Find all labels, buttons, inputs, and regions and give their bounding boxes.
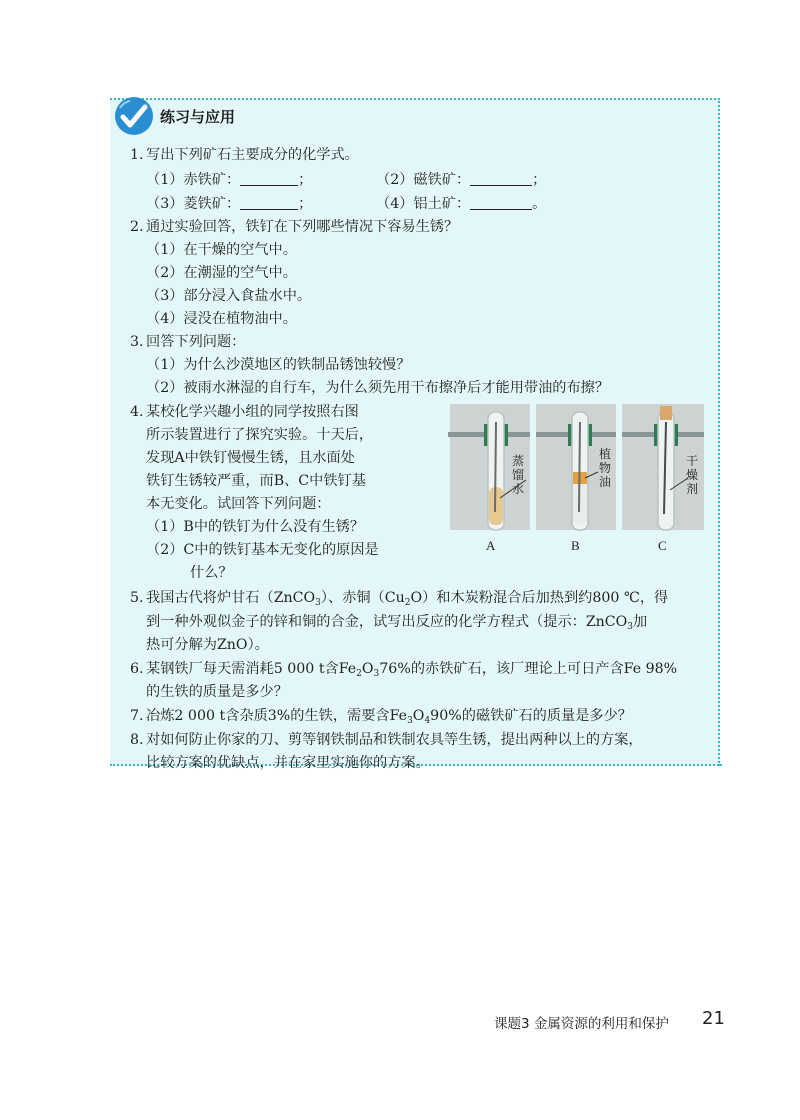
- q4-line-5: 本无变化。试回答下列问题：: [146, 496, 331, 512]
- question-6: 6. 某钢铁厂每天需消耗5 000 t含$Fe_2O_376\%$的赤铁矿石，该厂理论上可日产含Fe 98%: [130, 661, 678, 679]
- figure-label-b: B: [571, 538, 580, 553]
- q2-item-3: （3）部分浸入食盐水中。: [146, 288, 312, 304]
- q1-item-1: （1）赤铁矿： ；: [146, 172, 313, 188]
- answer-blank[interactable]: [470, 171, 532, 186]
- question-8: 8. 对如何防止你家的刀、剪等钢铁制品和铁制农具等生锈，提出两种以上的方案，: [130, 732, 643, 748]
- q6-line-2: 的生铁的质量是多少？: [146, 684, 288, 700]
- test-tube-figure: [448, 402, 708, 552]
- q4-line-2: 所示装置进行了探究实验。十天后，: [146, 427, 374, 443]
- answer-blank[interactable]: [470, 195, 532, 210]
- answer-blank[interactable]: [240, 195, 298, 210]
- q4-line-3: 发现A中铁钉慢慢生锈，且水面处: [146, 450, 355, 466]
- q5-line-3: 热可分解为ZnO）。: [146, 637, 269, 653]
- chapter-title: 课题3 金属资源的利用和保护: [494, 1016, 669, 1032]
- q5-line-2: 到一种外观似金子的锌和铜的合金，试写出反应的化学方程式（提示：ZnCO$_3$加: [146, 614, 648, 632]
- q4-item-2: （2）C中的铁钉基本无变化的原因是: [146, 542, 379, 558]
- page-number: 21: [702, 1008, 725, 1029]
- question-7: 7. 冶炼2 000 t含杂质3%的生铁，需要含$Fe_3O_490\%$的磁铁矿石的质量是多少？: [130, 708, 632, 726]
- question-1: 1. 写出下列矿石主要成分的化学式。: [130, 147, 359, 163]
- figure-label-c: C: [658, 538, 667, 553]
- q2-item-2: （2）在潮湿的空气中。: [146, 265, 297, 281]
- q2-item-4: （4）浸没在植物油中。: [146, 311, 297, 327]
- question-2: 2. 通过实验回答，铁钉在下列哪些情况下容易生锈？: [130, 219, 459, 235]
- oil-callout: 植物油: [599, 447, 612, 489]
- q2-item-1: （1）在干燥的空气中。: [146, 242, 297, 258]
- q3-item-2: （2）被雨水淋湿的自行车，为什么须先用干布擦净后才能用带油的布擦？: [146, 380, 610, 396]
- q4-line-4: 铁钉生锈较严重，而B、C中铁钉基: [146, 473, 366, 489]
- pencil-check-icon: [114, 96, 154, 136]
- water-callout: 蒸馏水: [512, 454, 525, 496]
- q8-line-2: 比较方案的优缺点，并在家里实施你的方案。: [146, 755, 430, 771]
- q1-item-4: （4）铝土矿： 。: [376, 196, 547, 212]
- q4-item-1: （1）B中的铁钉为什么没有生锈？: [146, 519, 365, 535]
- q1-item-3: （3）菱铁矿： ；: [146, 196, 313, 212]
- answer-blank[interactable]: [240, 171, 298, 186]
- question-5: 5. 我国古代将炉甘石（ZnCO$_3$）、赤铜$(Cu_2O)$和木炭粉混合后加热到约800 ℃，得: [130, 590, 669, 608]
- question-3: 3. 回答下列问题：: [130, 334, 246, 350]
- desiccant-callout: 干燥剂: [686, 454, 699, 496]
- q3-item-1: （1）为什么沙漠地区的铁制品锈蚀较慢？: [146, 357, 411, 373]
- section-title: 练习与应用: [160, 108, 236, 126]
- figure-label-a: A: [486, 538, 496, 553]
- q1-item-2: （2）磁铁矿： ；: [376, 172, 547, 188]
- q4-item-2-cont: 什么？: [190, 565, 233, 581]
- test-tube-photos: [448, 402, 708, 532]
- question-4: 4. 某校化学兴趣小组的同学按照右图: [130, 404, 359, 420]
